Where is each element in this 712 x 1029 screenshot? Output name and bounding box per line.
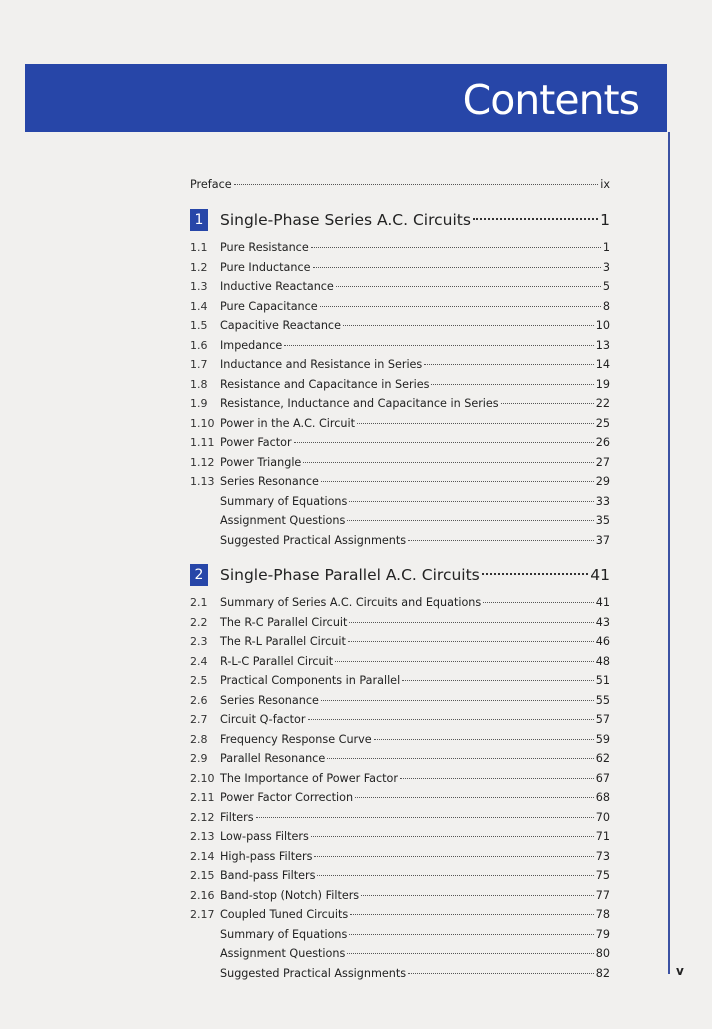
section-page: 27 — [595, 455, 610, 469]
section-page: 37 — [595, 533, 610, 547]
toc-entry[interactable] — [190, 789, 610, 807]
leader-dots — [311, 836, 594, 837]
leader-dots — [284, 345, 593, 346]
leader-dots — [355, 797, 594, 798]
toc-entry[interactable] — [190, 750, 610, 768]
section-title: R-L-C Parallel Circuit — [220, 654, 334, 668]
toc-entry[interactable] — [190, 239, 610, 257]
section-title: The R-C Parallel Circuit — [220, 615, 348, 629]
section-title: Inductance and Resistance in Series — [220, 358, 423, 371]
section-title: Pure Resistance — [220, 241, 309, 254]
section-title: Low-pass Filters — [220, 830, 309, 843]
section-number: 1.4 — [190, 299, 208, 313]
toc-entry-preface[interactable] — [190, 176, 610, 194]
section-page: 29 — [595, 475, 610, 488]
section-number: 2.15 — [190, 869, 215, 882]
section-page: 41 — [595, 596, 610, 609]
section-title: Resistance and Capacitance in Series — [220, 377, 430, 391]
section-number: 2.1 — [190, 596, 208, 609]
toc-entry[interactable] — [190, 337, 610, 355]
leader-dots — [482, 573, 589, 575]
section-page: 51 — [595, 674, 610, 687]
toc-entry[interactable] — [190, 906, 610, 924]
leader-dots — [317, 875, 593, 876]
leader-dots — [336, 286, 601, 287]
section-title: Suggested Practical Assignments — [220, 533, 407, 547]
toc-entry[interactable] — [190, 434, 610, 452]
section-title: Band-pass Filters — [220, 869, 316, 882]
section-title: Pure Inductance — [220, 260, 311, 274]
toc-entry[interactable] — [190, 278, 610, 296]
leader-dots — [348, 641, 594, 642]
section-number: 2.14 — [190, 849, 215, 863]
margin-strip — [668, 132, 670, 974]
section-number: 2.8 — [190, 732, 208, 746]
section-title: Capacitive Reactance — [220, 319, 341, 332]
section-title: High-pass Filters — [220, 849, 313, 863]
section-page: 73 — [595, 849, 610, 863]
section-page: 78 — [595, 908, 610, 921]
section-page: 80 — [595, 947, 610, 960]
section-number: 1.8 — [190, 377, 208, 391]
section-page: 8 — [602, 299, 610, 313]
contents-banner — [25, 64, 667, 132]
section-title: Summary of Series A.C. Circuits and Equations — [220, 596, 482, 609]
leader-dots — [431, 384, 593, 385]
toc-entry[interactable] — [190, 395, 610, 413]
toc-entry[interactable] — [190, 887, 610, 905]
section-page: 43 — [595, 615, 610, 629]
section-title: Pure Capacitance — [220, 299, 318, 313]
section-number: 1.6 — [190, 338, 208, 352]
section-number: 2.13 — [190, 830, 215, 843]
leader-dots — [350, 914, 594, 915]
section-number: 2.17 — [190, 908, 215, 921]
leader-dots — [314, 856, 593, 857]
toc-entry[interactable] — [190, 454, 610, 472]
toc-entry[interactable] — [190, 415, 610, 433]
toc-entry[interactable] — [190, 711, 610, 729]
section-title: Assignment Questions — [220, 514, 346, 527]
section-number: 2.11 — [190, 791, 215, 804]
section-number: 2.5 — [190, 674, 208, 687]
leader-dots — [320, 306, 601, 307]
toc-entry[interactable] — [190, 633, 610, 651]
section-page: 3 — [602, 260, 610, 274]
leader-dots — [357, 423, 594, 424]
section-page: 55 — [595, 693, 610, 707]
leader-dots — [349, 622, 593, 623]
chapter-page: 1 — [600, 211, 610, 229]
section-number: 1.12 — [190, 455, 215, 469]
page-title: Contents — [462, 76, 639, 124]
section-title: Assignment Questions — [220, 947, 346, 960]
toc-entry[interactable] — [190, 770, 610, 788]
leader-dots — [234, 184, 599, 185]
section-number: 2.2 — [190, 615, 208, 629]
chapter-number-box: 1 — [190, 209, 208, 231]
section-title: Impedance — [220, 338, 283, 352]
toc-entry[interactable] — [190, 317, 610, 335]
leader-dots — [294, 442, 594, 443]
section-number: 1.2 — [190, 260, 208, 274]
section-title: Frequency Response Curve — [220, 732, 372, 746]
section-page: 62 — [595, 752, 610, 765]
leader-dots — [327, 758, 594, 759]
section-number: 1.1 — [190, 241, 208, 254]
page-number: v — [676, 964, 684, 978]
toc-entry[interactable] — [190, 692, 610, 710]
section-number: 1.13 — [190, 475, 215, 488]
leader-dots — [321, 481, 594, 482]
toc-entry[interactable] — [190, 965, 610, 983]
section-page: 1 — [602, 241, 610, 254]
section-page: 71 — [595, 830, 610, 843]
toc-entry[interactable] — [190, 672, 610, 690]
section-title: Summary of Equations — [220, 927, 348, 941]
leader-dots — [501, 403, 594, 404]
toc-entry-page: ix — [600, 178, 610, 191]
section-page: 68 — [595, 791, 610, 804]
section-title: Power Factor — [220, 436, 292, 449]
leader-dots — [408, 540, 594, 541]
section-page: 57 — [595, 713, 610, 726]
leader-dots — [308, 719, 594, 720]
toc-entry[interactable] — [190, 259, 610, 277]
toc-entry[interactable] — [190, 473, 610, 491]
leader-dots — [424, 364, 593, 365]
section-title: The R-L Parallel Circuit — [220, 635, 346, 648]
section-number: 2.4 — [190, 654, 208, 668]
leader-dots — [402, 680, 594, 681]
chapter-number-box: 2 — [190, 564, 208, 586]
leader-dots — [335, 661, 594, 662]
toc-entry[interactable] — [190, 532, 610, 550]
leader-dots — [256, 817, 594, 818]
section-number: 1.5 — [190, 319, 208, 332]
toc-entry[interactable] — [190, 376, 610, 394]
section-page: 82 — [595, 966, 610, 980]
toc-entry[interactable] — [190, 298, 610, 316]
section-page: 75 — [595, 869, 610, 882]
leader-dots — [374, 739, 594, 740]
section-page: 46 — [595, 635, 610, 648]
leader-dots — [349, 934, 593, 935]
leader-dots — [343, 325, 594, 326]
section-number: 1.7 — [190, 358, 208, 371]
section-page: 70 — [595, 810, 610, 824]
section-number: 2.9 — [190, 752, 208, 765]
toc-entry[interactable] — [190, 653, 610, 671]
section-title: Summary of Equations — [220, 494, 348, 508]
leader-dots — [303, 462, 593, 463]
toc-entry[interactable] — [190, 926, 610, 944]
section-page: 77 — [595, 888, 610, 902]
section-number: 2.16 — [190, 888, 215, 902]
leader-dots — [473, 218, 598, 220]
section-title: Inductive Reactance — [220, 280, 334, 293]
leader-dots — [408, 973, 594, 974]
section-page: 48 — [595, 654, 610, 668]
toc-entry[interactable] — [190, 945, 610, 963]
section-number: 2.7 — [190, 713, 208, 726]
leader-dots — [311, 247, 601, 248]
section-number: 2.12 — [190, 810, 215, 824]
section-title: Parallel Resonance — [220, 752, 326, 765]
section-number: 1.10 — [190, 416, 215, 430]
section-page: 79 — [595, 927, 610, 941]
section-title: Practical Components in Parallel — [220, 674, 401, 687]
toc-entry[interactable] — [190, 809, 610, 827]
leader-dots — [347, 520, 593, 521]
section-page: 22 — [595, 397, 610, 410]
toc-entry-title: Preface — [190, 178, 232, 191]
leader-dots — [483, 602, 594, 603]
section-page: 14 — [595, 358, 610, 371]
section-number: 2.6 — [190, 693, 208, 707]
section-number: 1.9 — [190, 397, 208, 410]
section-title: Power Factor Correction — [220, 791, 354, 804]
chapter-heading-1[interactable] — [190, 208, 610, 232]
toc-entry[interactable] — [190, 731, 610, 749]
section-title: The Importance of Power Factor — [220, 771, 398, 785]
section-number: 2.3 — [190, 635, 208, 648]
section-title: Filters — [220, 810, 254, 824]
section-page: 35 — [595, 514, 610, 527]
section-title: Series Resonance — [220, 475, 319, 488]
section-title: Coupled Tuned Circuits — [220, 908, 349, 921]
section-title: Power Triangle — [220, 455, 302, 469]
toc-entry[interactable] — [190, 828, 610, 846]
section-page: 10 — [595, 319, 610, 332]
toc-entry[interactable] — [190, 848, 610, 866]
section-page: 19 — [595, 377, 610, 391]
section-page: 26 — [595, 436, 610, 449]
toc-entry[interactable] — [190, 867, 610, 885]
chapter-page: 41 — [590, 566, 610, 584]
leader-dots — [400, 778, 594, 779]
toc-entry[interactable] — [190, 594, 610, 612]
leader-dots — [349, 501, 593, 502]
section-page: 5 — [602, 280, 610, 293]
leader-dots — [361, 895, 594, 896]
section-page: 13 — [595, 338, 610, 352]
section-title: Resistance, Inductance and Capacitance in Series — [220, 397, 499, 410]
toc-entry[interactable] — [190, 512, 610, 530]
leader-dots — [313, 267, 601, 268]
section-page: 67 — [595, 771, 610, 785]
section-title: Suggested Practical Assignments — [220, 966, 407, 980]
section-title: Circuit Q-factor — [220, 713, 306, 726]
section-title: Band-stop (Notch) Filters — [220, 888, 360, 902]
section-page: 33 — [595, 494, 610, 508]
section-number: 1.11 — [190, 436, 215, 449]
toc-entry[interactable] — [190, 614, 610, 632]
toc-entry[interactable] — [190, 493, 610, 511]
toc-entry[interactable] — [190, 356, 610, 374]
chapter-heading-2[interactable] — [190, 563, 610, 587]
section-title: Power in the A.C. Circuit — [220, 416, 355, 430]
section-page: 25 — [595, 416, 610, 430]
section-title: Series Resonance — [220, 693, 319, 707]
leader-dots — [347, 953, 593, 954]
chapter-title: Single-Phase Parallel A.C. Circuits — [220, 566, 480, 584]
chapter-title: Single-Phase Series A.C. Circuits — [220, 211, 471, 229]
section-number: 1.3 — [190, 280, 208, 293]
leader-dots — [321, 700, 594, 701]
section-page: 59 — [595, 732, 610, 746]
section-number: 2.10 — [190, 771, 215, 785]
